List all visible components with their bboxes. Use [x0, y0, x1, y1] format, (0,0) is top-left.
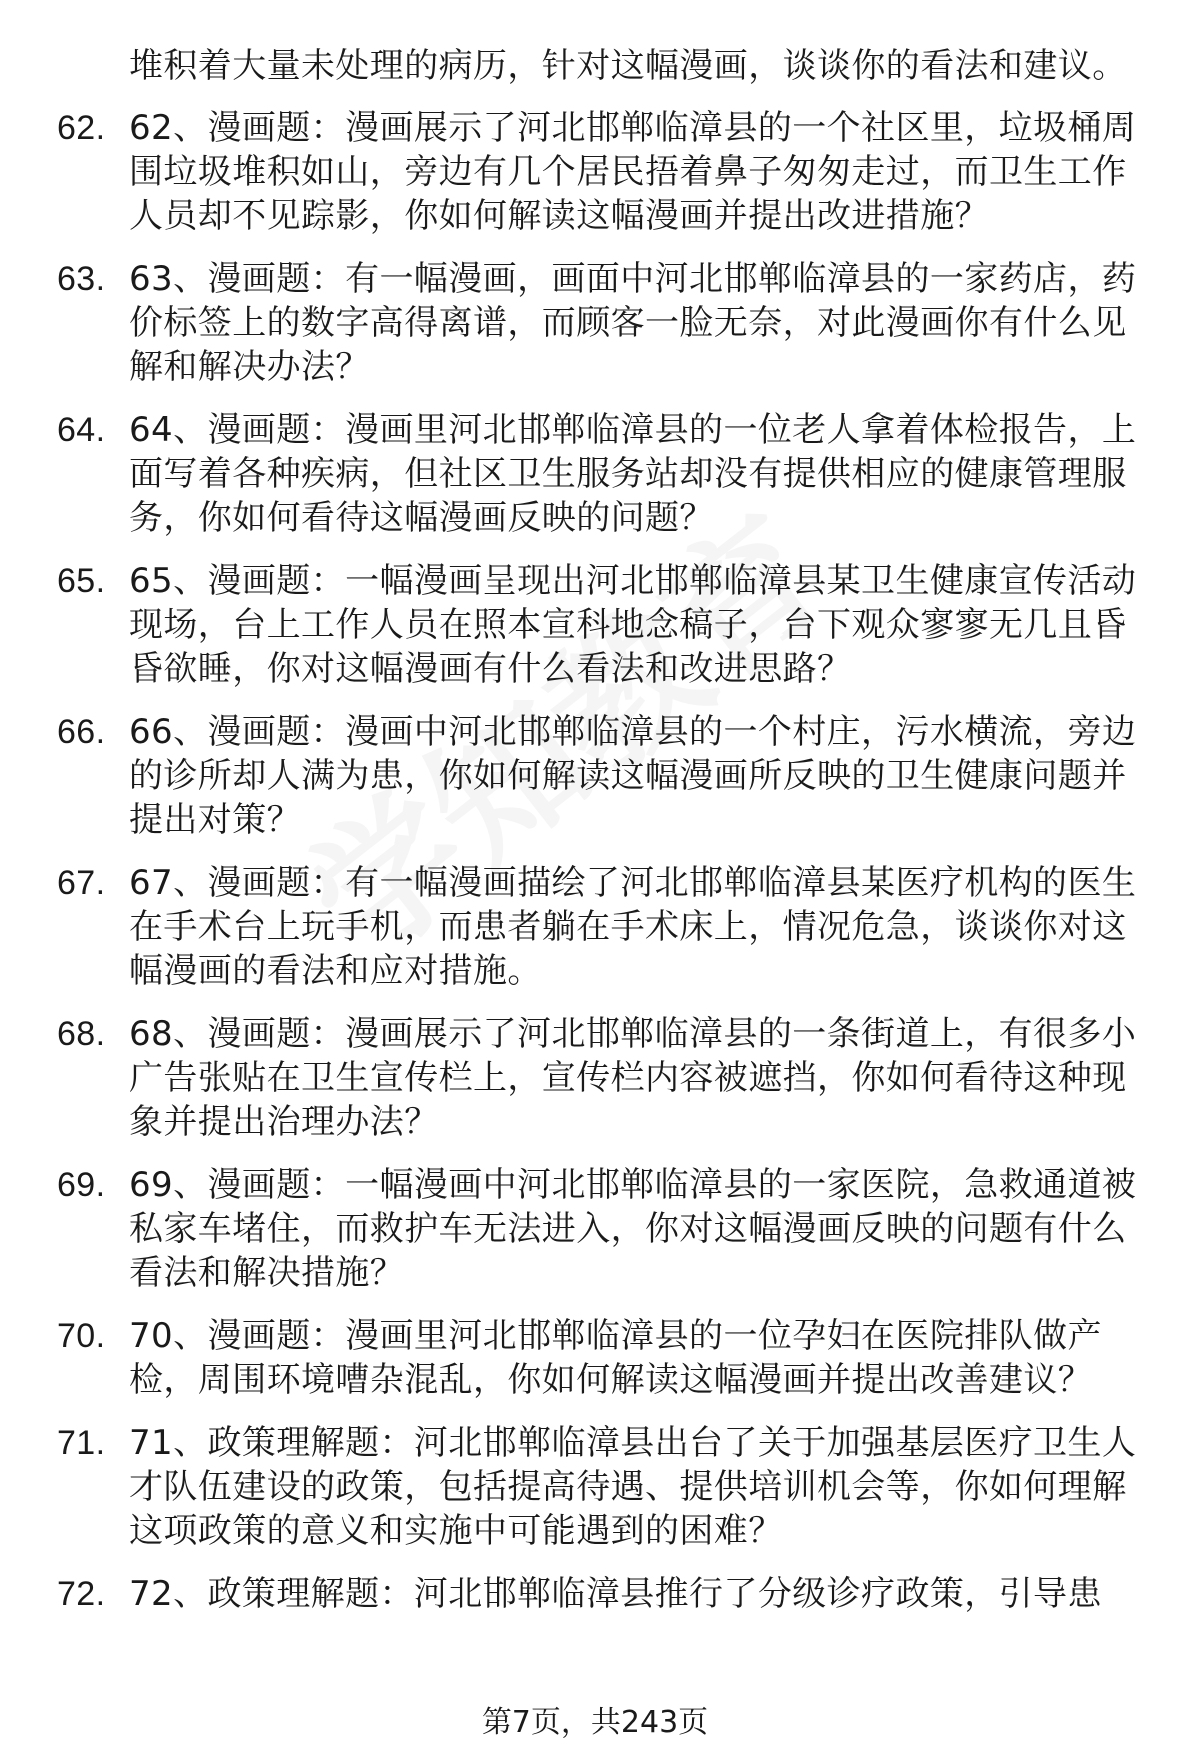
item-text: 62、漫画题：漫画展示了河北邯郸临漳县的一个社区里，垃圾桶周围垃圾堆积如山，旁边有几个居民捂着鼻子匆匆走过，而卫生工作人员却不见踪影，你如何解读这幅漫画并提出改进措施？ [129, 108, 1137, 236]
page-content [0, 44, 1190, 1635]
item-number: 64. [57, 411, 106, 449]
item-text: 66、漫画题：漫画中河北邯郸临漳县的一个村庄，污水横流，旁边的诊所却人满为患，你如何解读这幅漫画所反映的卫生健康问题并提出对策？ [129, 712, 1137, 840]
item-text: 63、漫画题：有一幅漫画，画面中河北邯郸临漳县的一家药店，药价标签上的数字高得离谱，而顾客一脸无奈，对此漫画你有什么见解和解决办法？ [129, 259, 1137, 387]
list-item [0, 1012, 1159, 1144]
item-text: 67、漫画题：有一幅漫画描绘了河北邯郸临漳县某医疗机构的医生在手术台上玩手机，而患者躺在手术床上，情况危急，谈谈你对这幅漫画的看法和应对措施。 [129, 863, 1137, 991]
item-text: 70、漫画题：漫画里河北邯郸临漳县的一位孕妇在医院排队做产检，周围环境嘈杂混乱，你如何解读这幅漫画并提出改善建议？ [129, 1316, 1102, 1400]
item-text: 68、漫画题：漫画展示了河北邯郸临漳县的一条街道上，有很多小广告张贴在卫生宣传栏上，宣传栏内容被遮挡，你如何看待这种现象并提出治理办法？ [129, 1014, 1137, 1142]
continued-paragraph: 堆积着大量未处理的病历，针对这幅漫画，谈谈你的看法和建议。 [129, 46, 1127, 86]
item-number: 68. [57, 1015, 106, 1053]
item-number: 71. [57, 1424, 106, 1462]
item-number: 69. [57, 1166, 106, 1204]
item-number: 63. [57, 260, 106, 298]
list-item [0, 1314, 1159, 1402]
list-item [0, 408, 1159, 540]
item-number: 66. [57, 713, 106, 751]
item-text: 71、政策理解题：河北邯郸临漳县出台了关于加强基层医疗卫生人才队伍建设的政策，包括提高待遇、提供培训机会等，你如何理解这项政策的意义和实施中可能遇到的困难？ [129, 1423, 1137, 1551]
item-number: 67. [57, 864, 106, 902]
item-text: 64、漫画题：漫画里河北邯郸临漳县的一位老人拿着体检报告，上面写着各种疾病，但社区卫生服务站却没有提供相应的健康管理服务，你如何看待这幅漫画反映的问题？ [129, 410, 1137, 538]
list-item [0, 257, 1159, 389]
item-number: 70. [57, 1317, 106, 1355]
item-text: 65、漫画题：一幅漫画呈现出河北邯郸临漳县某卫生健康宣传活动现场，台上工作人员在照本宣科地念稿子，台下观众寥寥无几且昏昏欲睡，你对这幅漫画有什么看法和改进思路？ [129, 561, 1137, 689]
list-item [0, 106, 1159, 238]
question-list [0, 106, 1190, 1616]
list-item [0, 861, 1159, 993]
list-item [0, 710, 1159, 842]
list-item [0, 1421, 1159, 1553]
list-item [0, 559, 1159, 691]
item-number: 62. [57, 109, 106, 147]
item-text: 69、漫画题：一幅漫画中河北邯郸临漳县的一家医院，急救通道被私家车堵住，而救护车无法进入，你对这幅漫画反映的问题有什么看法和解决措施？ [129, 1165, 1137, 1293]
page-number-footer: 第7页，共243页 [481, 1705, 709, 1740]
list-item [0, 1572, 1159, 1616]
item-number: 65. [57, 562, 106, 600]
list-item [0, 1163, 1159, 1295]
item-number: 72. [57, 1575, 106, 1613]
item-text: 72、政策理解题：河北邯郸临漳县推行了分级诊疗政策，引导患 [129, 1574, 1102, 1614]
